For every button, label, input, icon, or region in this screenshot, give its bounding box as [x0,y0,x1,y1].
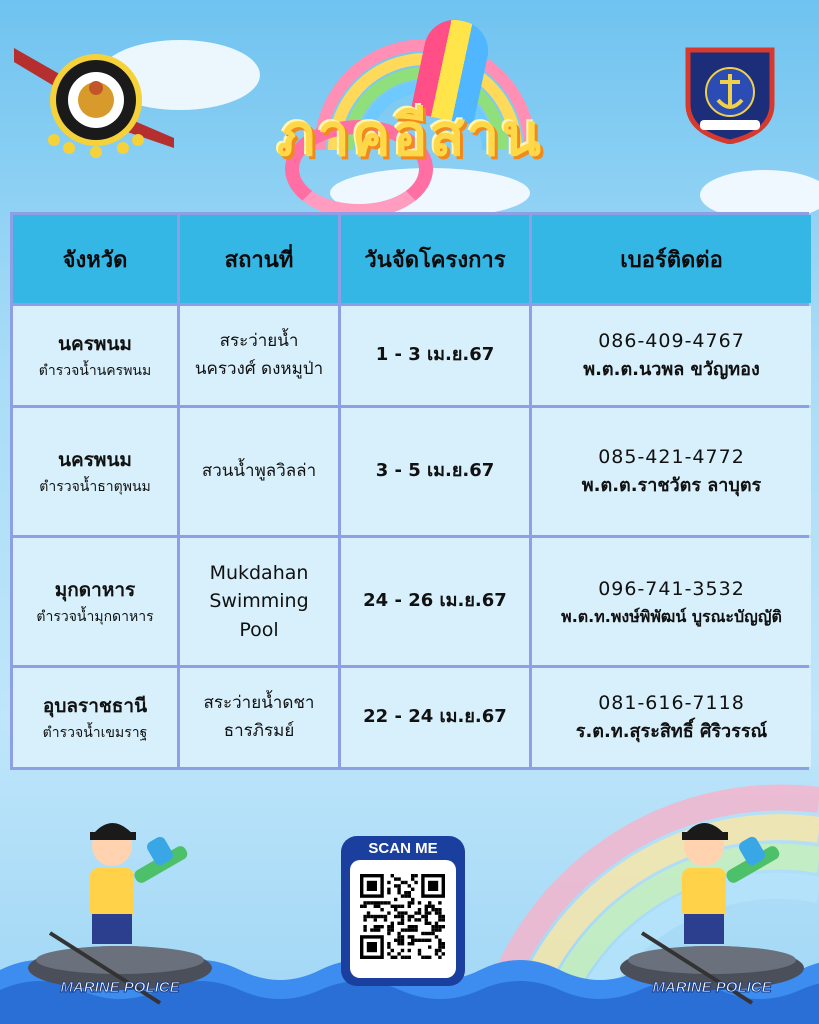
province-name: นครพนม [58,333,132,356]
place-line: Swimming [209,590,309,613]
qr-code-box[interactable] [350,860,456,978]
place-line: สระว่ายน้ำ [219,331,299,352]
province-name: นครพนม [58,449,132,472]
station-name: ตำรวจน้ำนครพนม [38,362,152,379]
boat-label-right [632,972,792,1002]
phone-number[interactable]: 085-421-4772 [598,445,745,468]
table-cell-place [180,408,338,535]
event-date: 3 - 5 เม.ย.67 [375,460,495,482]
column-header-date: วันจัดโครงการ [341,215,529,303]
table-cell-place [180,538,338,665]
table-cell-contact [532,306,811,405]
event-date: 22 - 24 เม.ย.67 [363,706,507,728]
event-date: 24 - 26 เม.ย.67 [363,590,507,612]
contact-name: พ.ต.ต.ราชวัตร ลาบุตร [581,475,762,497]
column-header-province: จังหวัด [13,215,177,303]
phone-number[interactable]: 096-741-3532 [598,577,745,600]
station-name: ตำรวจน้ำธาตุพนม [39,478,151,495]
phone-number[interactable]: 081-616-7118 [598,691,745,714]
table-cell-province [13,306,177,405]
qr-code-card[interactable] [341,836,465,986]
table-cell-contact [532,408,811,535]
table-cell-province [13,408,177,535]
table-cell-date [341,538,529,665]
central-investigation-bureau-emblem-icon [14,48,174,158]
qr-code-icon [350,860,456,978]
contact-name: ร.ต.ท.สุระสิทธิ์ ศิริวรรณ์ [575,721,768,743]
station-name: ตำรวจน้ำมุกดาหาร [36,608,154,625]
station-name: ตำรวจน้ำเขมราฐ [42,724,148,741]
table-cell-contact [532,668,811,767]
place-line: สระว่ายน้ำดชา [203,693,315,714]
phone-number[interactable]: 086-409-4767 [598,329,745,352]
table-cell-contact [532,538,811,665]
place-line: นครวงศ์ ดงหมูป่า [194,358,324,379]
svg-text:MARINE POLICE: MARINE POLICE [60,979,180,996]
table-cell-place [180,668,338,767]
province-name: อุบลราชธานี [42,695,148,718]
page-title: ภาคอีสาน [276,101,544,169]
table-cell-date [341,668,529,767]
place-line: ธารภิรมย์ [223,720,295,741]
place-line: สวนน้ำพูลวิลล่า [201,460,317,481]
column-header-contact: เบอร์ติดต่อ [532,215,811,303]
marine-police-shield-icon [680,44,780,144]
scan-me-label: SCAN ME [368,840,438,857]
contact-name: พ.ต.ต.นวพล ขวัญทอง [583,359,760,381]
table-cell-date [341,408,529,535]
contact-name: พ.ต.ท.พงษ์พิพัฒน์ บูรณะบัญญัติ [561,606,782,626]
table-cell-province [13,668,177,767]
boat-label-left [40,972,200,1002]
table-cell-province [13,538,177,665]
event-table [10,212,809,770]
column-header-place: สถานที่ [180,215,338,303]
place-line: Pool [239,618,279,641]
province-name: มุกดาหาร [54,579,136,602]
place-line: Mukdahan [209,561,309,584]
table-cell-date [341,306,529,405]
table-cell-place [180,306,338,405]
event-date: 1 - 3 เม.ย.67 [375,344,495,366]
svg-text:MARINE POLICE: MARINE POLICE [652,979,772,996]
